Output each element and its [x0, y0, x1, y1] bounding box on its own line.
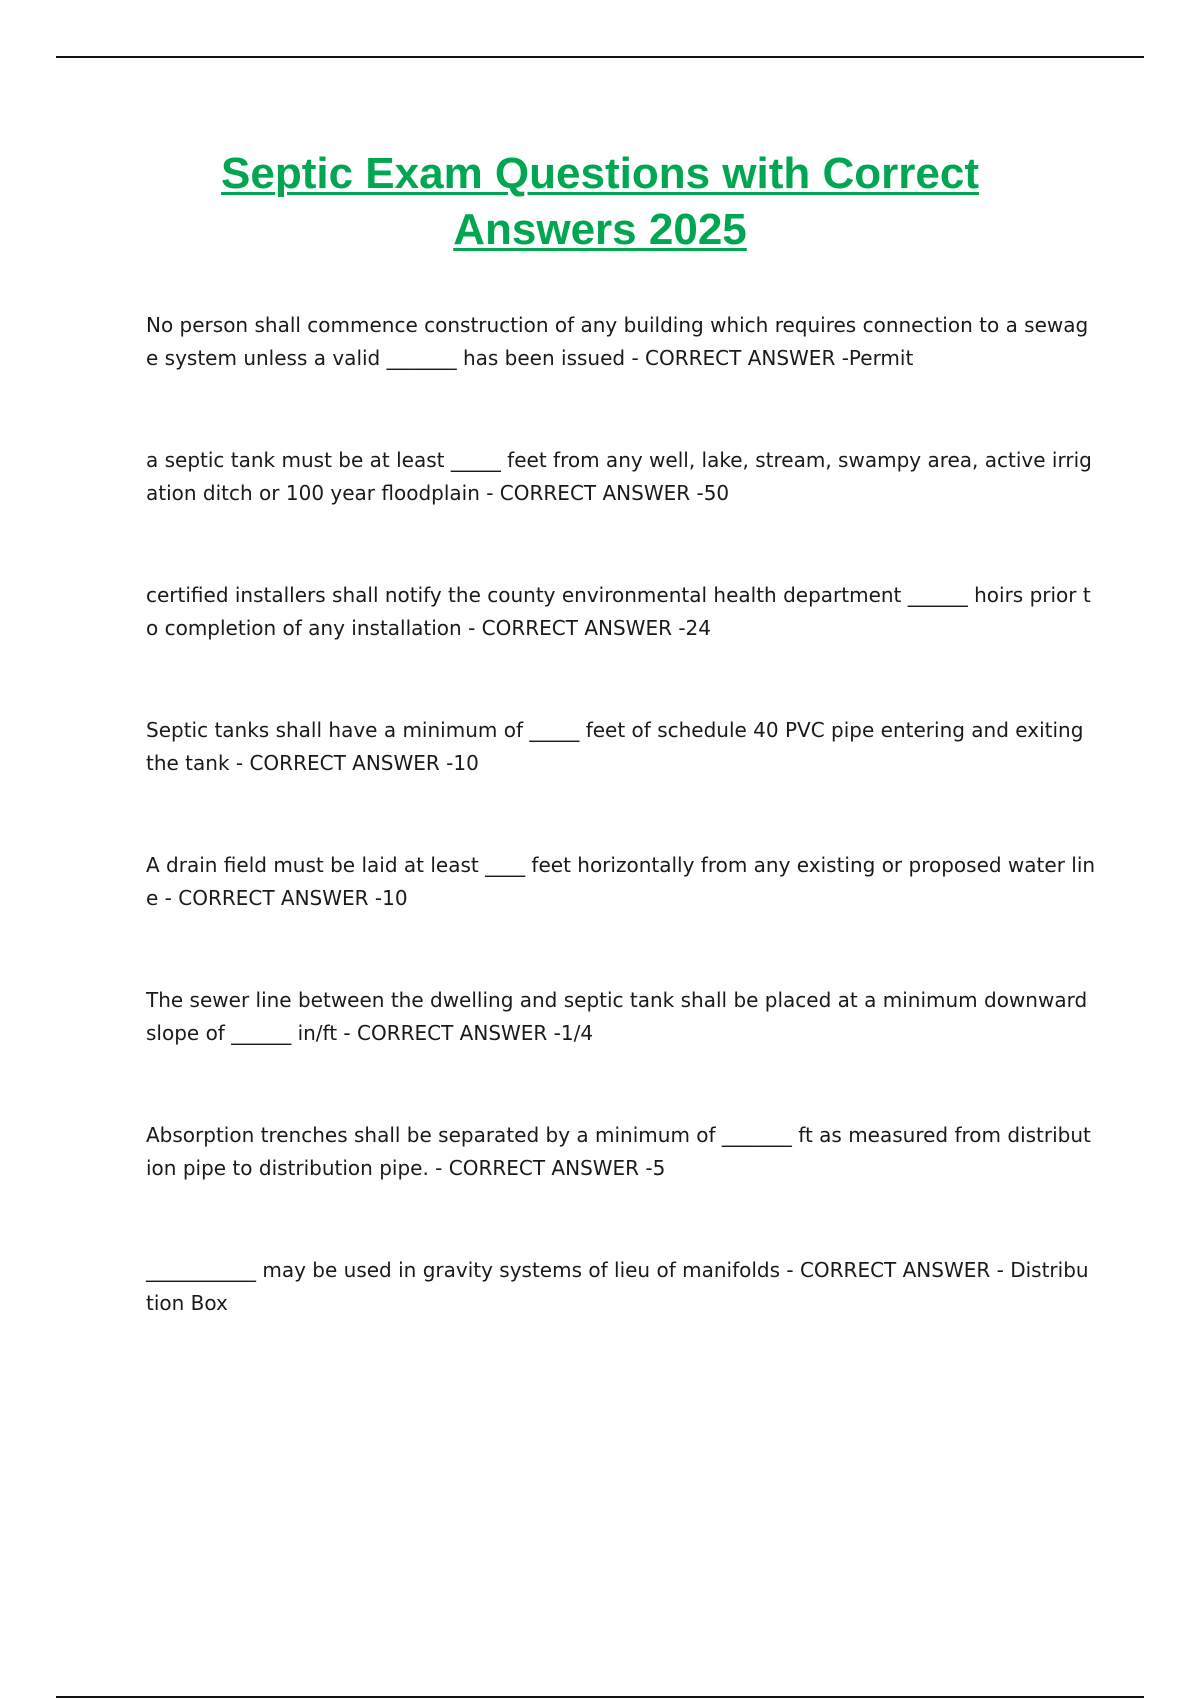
title-line-1: Septic Exam Questions with Correct [221, 149, 979, 198]
question-list [146, 309, 1096, 1389]
question-item-6: The sewer line between the dwelling and septic tank shall be placed at a minimum downward slope of ______ in/ft - CORRECT ANSWER -1/4 [146, 988, 1088, 1045]
question-item-7: Absorption trenches shall be separated by a minimum of _______ ft as measured from distribution pipe to distribution pipe. - CORRECT ANSWER -5 [146, 1123, 1091, 1180]
question-item-8: ___________ may be used in gravity systems of lieu of manifolds - CORRECT ANSWER - Distribution Box [146, 1258, 1089, 1315]
question-item-2: a septic tank must be at least _____ feet from any well, lake, stream, swampy area, active irrigation ditch or 100 year floodplain - CORRECT ANSWER -50 [146, 448, 1092, 505]
bottom-rule [56, 1696, 1144, 1698]
title-line-2: Answers 2025 [453, 205, 747, 254]
question-item-1: No person shall commence construction of any building which requires connection to a sewage system unless a valid _______ has been issued - CORRECT ANSWER -Permit [146, 313, 1089, 370]
question-item-3: certified installers shall notify the county environmental health department ______ hoirs prior to completion of any installation - CORRECT ANSWER -24 [146, 583, 1091, 640]
top-rule [56, 56, 1144, 58]
document-title [100, 146, 1100, 258]
question-item-4: Septic tanks shall have a minimum of _____ feet of schedule 40 PVC pipe entering and exiting the tank - CORRECT ANSWER -10 [146, 718, 1084, 775]
question-item-5: A drain field must be laid at least ____ feet horizontally from any existing or proposed water line - CORRECT ANSWER -10 [146, 853, 1096, 910]
